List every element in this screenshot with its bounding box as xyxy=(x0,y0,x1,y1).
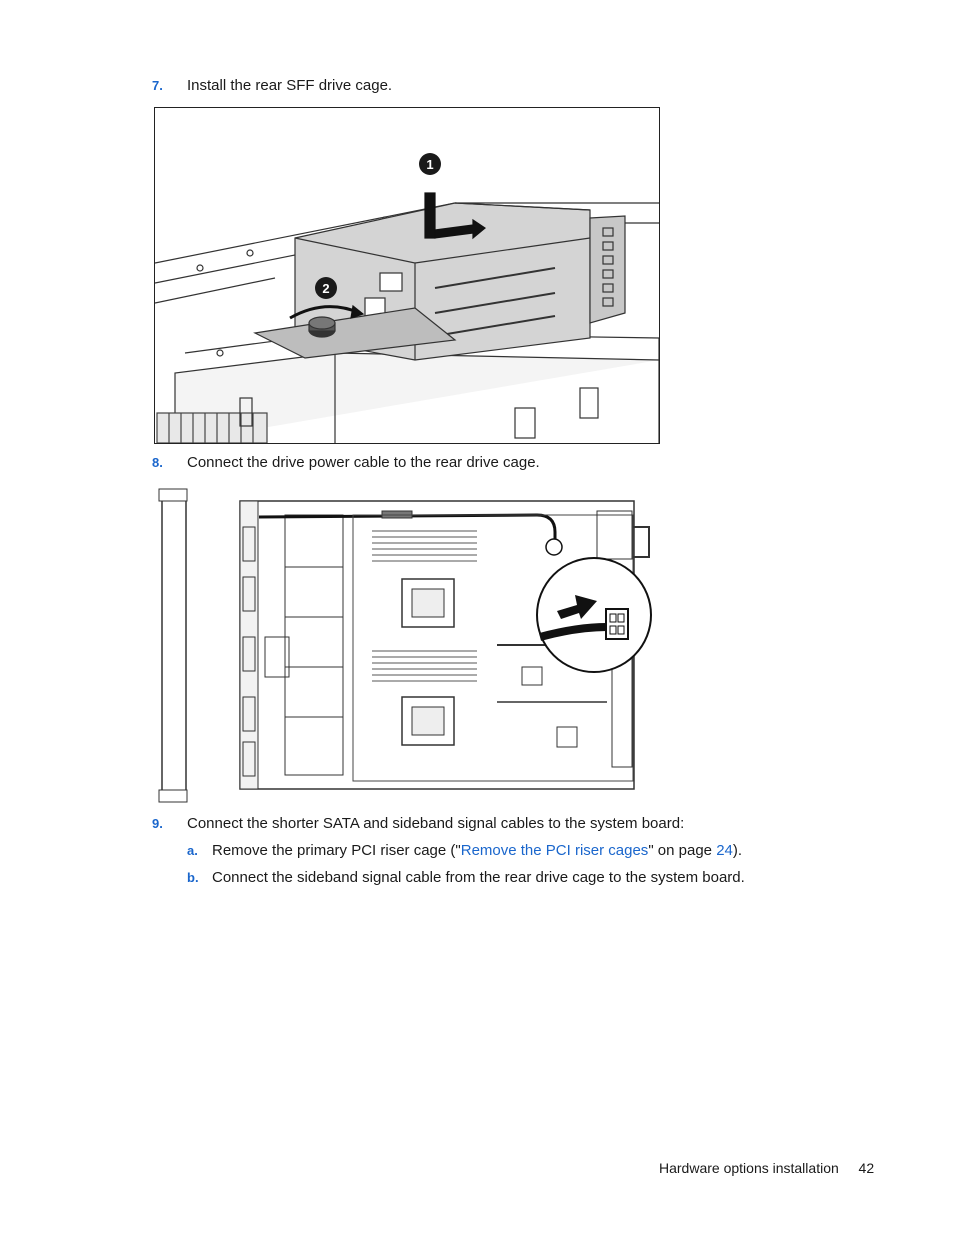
substep-a-prefix: Remove the primary PCI riser cage (" xyxy=(212,842,461,859)
callout-1-label: 1 xyxy=(426,157,434,172)
substep-a-suffix: ). xyxy=(732,842,743,859)
step-8-number: 8. xyxy=(152,455,163,470)
substep-a-middle: " on page xyxy=(648,842,717,859)
power-cable-figure xyxy=(157,487,657,805)
footer-section-title: Hardware options installation xyxy=(659,1160,839,1176)
substep-b-letter: b. xyxy=(187,870,199,885)
page-24-link[interactable]: 24 xyxy=(716,842,733,859)
step-7-text: Install the rear SFF drive cage. xyxy=(187,77,393,94)
system-board-illustration xyxy=(157,487,657,805)
drive-cage-illustration xyxy=(155,108,659,443)
substep-b-text: Connect the sideband signal cable from the rear drive cage to the system board. xyxy=(212,869,745,886)
step-9-number: 9. xyxy=(152,816,163,831)
connector-detail-inset xyxy=(537,558,651,672)
substep-a-letter: a. xyxy=(187,843,198,858)
substep-a-text xyxy=(212,842,742,860)
step-8-text: Connect the drive power cable to the rear drive cage. xyxy=(187,454,540,471)
page-footer xyxy=(659,1159,874,1177)
remove-pci-riser-cages-link[interactable]: Remove the PCI riser cages xyxy=(460,842,649,859)
step-9-text: Connect the shorter SATA and sideband signal cables to the system board: xyxy=(187,815,685,832)
footer-page-number: 42 xyxy=(858,1160,875,1176)
drive-cage-install-figure xyxy=(154,107,660,444)
step-7-number: 7. xyxy=(152,78,163,93)
callout-2-label: 2 xyxy=(322,281,330,296)
